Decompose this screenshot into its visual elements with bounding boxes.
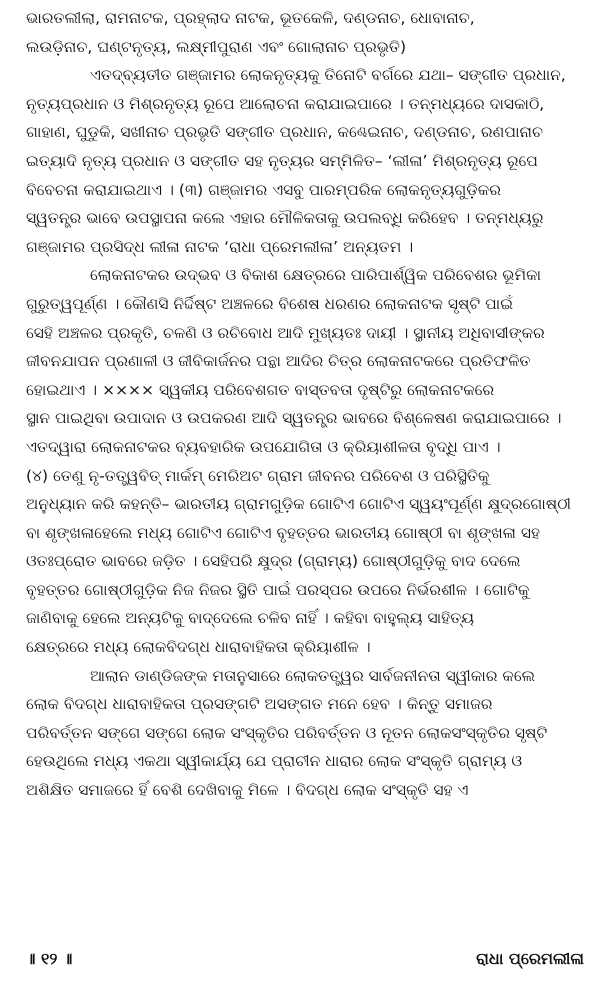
text-line: କ୍ଷେତ୍ରରେ ମଧ୍ୟ ଲୋକବିଦଗ୍ଧ ଧାରାବାହିକତା କ୍ରିୟାଶୀଳ । bbox=[26, 638, 371, 657]
text-line: ବୃହତ୍ତର ଗୋଷ୍ଠୀଗୁଡ଼ିକ ନିଜ ନିଜର ସ୍ଥିତି ପାଇଁ ପରସ୍ପର ଉପରେ ନିର୍ଭରଶୀଳ । ଗୋଟିକୁ bbox=[26, 580, 530, 599]
text-line: ଏତଦ୍‌ବ୍ୟତୀତ ଗଞ୍ଜାମର ଲୋକନୃତ୍ୟକୁ ତିନୋଟି ବର୍ଗରେ ଯଥା– ସଙ୍ଗୀତ ପ୍ରଧାନ, bbox=[90, 66, 566, 85]
text-line: ସ୍ଥାନ ପାଇଥିବା ଉପାଦାନ ଓ ଉପକରଣ ଆଦି ସ୍ୱତନ୍ତ୍ର ଭାବରେ ବିଶ୍ଳେଷଣ କରାଯାଇପାରେ । bbox=[26, 409, 562, 428]
text-line: ଲୋକ ବିଦଗ୍ଧ ଧାରାବାହିକତା ପ୍ରସଙ୍ଗଟି ଅସଙ୍ଗତ ମନେ ହେବ । କିନ୍ତୁ ସମାଜର bbox=[26, 695, 493, 714]
text-line: ଇତ୍ୟାଦି ନୃତ୍ୟ ପ୍ରଧାନ ଓ ସଙ୍ଗୀତ ସହ ନୃତ୍ୟର ସମ୍ମିଳିତ– ‘ଲୀଳା’ ମିଶ୍ରନୃତ୍ୟ ରୂପେ bbox=[26, 151, 538, 170]
text-line: ବା ଶୃଙ୍ଖଳାହେଲେ ମଧ୍ୟ ଗୋଟିଏ ଗୋଟିଏ ବୃହତ୍ତର ଭାରତୀୟ ଗୋଷ୍ଠୀ ବା ଶୃଙ୍ଖଳା ସହ bbox=[26, 523, 540, 542]
text-line: ଏତଦ୍ୱାରା ଲୋକନାଟକର ବ୍ୟବହାରିକ ଉପଯୋଗିତା ଓ କ୍ରିୟାଶୀଳତା ବୃଦ୍ଧି ପାଏ । bbox=[26, 437, 501, 456]
text-line: ଓତଃପ୍ରୋତ ଭାବରେ ଜଡ଼ିତ । ସେହିପରି କ୍ଷୁଦ୍ର (ଗ୍ରାମ୍ୟ) ଗୋଷ୍ଠୀଗୁଡ଼ିକୁ ବାଦ ଦେଲେ bbox=[26, 552, 521, 571]
paragraph-2 bbox=[26, 61, 584, 261]
text-line: ଲଉଡ଼ିନାଚ, ଘଣ୍ଟନୃତ୍ୟ, ଲକ୍ଷ୍ମୀପୁରାଣ ଏବଂ ଗୋଲାନାଚ ପ୍ରଭୃତି) bbox=[26, 37, 407, 56]
text-line: ଭାରତଲୀଲା, ରାମନାଟକ, ପ୍ରହ୍ଲାଦ ନାଟକ, ଭୂତକେଳି, ଦଣ୍ଡନାଚ, ଧୋବାନାଚ, bbox=[26, 9, 475, 27]
paragraph-4 bbox=[26, 662, 584, 805]
text-line: ବିବେଚନା କରାଯାଇଥାଏ । (୩) ଗଞ୍ଜାମର ଏସବୁ ପାରମ୍ପରିକ ଲୋକନୃତ୍ୟଗୁଡ଼ିକର bbox=[26, 180, 501, 199]
text-line: ହୋଇଥାଏ । ×××× ସ୍ୱକୀୟ ପରିବେଶଗତ ବାସ୍ତବତା ଦୃଷ୍ଟିରୁ ଲୋକନାଟକରେ bbox=[26, 380, 495, 399]
text-line: ହେଉଥିଲେ ମଧ୍ୟ ଏକଥା ସ୍ୱୀକାର୍ଯ୍ୟ ଯେ ପ୍ରାଚୀନ ଧାରାର ଲୋକ ସଂସ୍କୃତି ଗ୍ରାମ୍ୟ ଓ bbox=[26, 752, 523, 771]
text-line: ଗଞ୍ଜାମର ପ୍ରସିଦ୍ଧ ଲୀଳା ନାଟକ ‘ରାଧା ପ୍ରେମଲୀଳା’ ଅନ୍ୟତମ । bbox=[26, 237, 414, 256]
text-line: ଜାଣିବାକୁ ହେଲେ ଅନ୍ୟଟିକୁ ବାଦ୍‌ଦେଲେ ଚଳିବ ନାହିଁ । କହିବା ବାହୁଲ୍ୟ ସାହିତ୍ୟ bbox=[26, 609, 475, 628]
page-number: ॥ ୧୨ ॥ bbox=[26, 949, 73, 968]
text-line: ସେହି ଅଞ୍ଚଳର ପ୍ରକୃତି, ଚଳଣି ଓ ରଚିବୋଧ ଆଦି ମୁଖ୍ୟତଃ ଦାୟୀ । ସ୍ଥାନୀୟ ଅଧିବାସୀଙ୍କର bbox=[26, 323, 545, 342]
text-line: ଗାହାଣ, ଘୁଡୁକି, ସଖୀନାଚ ପ୍ରଭୃତି ସଙ୍ଗୀତ ପ୍ରଧାନ, କଣ୍ଢେଇନାଚ, ଦଣ୍ଡନାଚ, ରଣପାନାଚ bbox=[26, 123, 543, 142]
text-line: ଅନୁଧ୍ୟାନ କରି କହନ୍ତି– ଭାରତୀୟ ଗ୍ରାମଗୁଡ଼ିକ ଗୋଟିଏ ଗୋଟିଏ ସ୍ୱୟଂପୂର୍ଣ୍ଣ କ୍ଷୁଦ୍ରଗୋଷ୍ଠୀ bbox=[26, 495, 571, 514]
page-footer bbox=[26, 944, 584, 974]
text-line: ପରିବର୍ତ୍ତନ ସଙ୍ଗେ ସଙ୍ଗେ ଲୋକ ସଂସ୍କୃତିର ପରିବର୍ତ୍ତନ ଓ ନୂତନ ଲୋକସଂସ୍କୃତିର ସୃଷ୍ଟି bbox=[26, 723, 548, 742]
text-line: ଅଶିକ୍ଷିତ ସମାଜରେ ହିଁ ବେଶି ଦେଖିବାକୁ ମିଳେ । ବିଦଗ୍ଧ ଲୋକ ସଂସ୍କୃତି ସହ ଏ bbox=[26, 781, 469, 800]
paragraph-3 bbox=[26, 261, 584, 661]
running-title: ରାଧା ପ୍ରେମଲୀଳା bbox=[476, 949, 584, 968]
text-line: ଲୋକନାଟକର ଉଦ୍ଭବ ଓ ବିକାଶ କ୍ଷେତ୍ରରେ ପାରିପାର୍ଶ୍ୱିକ ପରିବେଶର ଭୂମିକା bbox=[90, 266, 542, 285]
paragraph-1 bbox=[26, 4, 584, 61]
text-line: ନୃତ୍ୟପ୍ରଧାନ ଓ ମିଶ୍ରନୃତ୍ୟ ରୂପେ ଆଲୋଚନା କରାଯାଇପାରେ । ତନ୍ମଧ୍ୟରେ ଦାସକାଠି, bbox=[26, 94, 545, 113]
body-text bbox=[26, 4, 584, 805]
text-line: ଗୁରୁତ୍ୱପୂର୍ଣ୍ଣ । କୌଣସି ନିର୍ଦ୍ଦିଷ୍ଟ ଅଞ୍ଚଳରେ ବିଶେଷ ଧରଣର ଲୋକନାଟକ ସୃଷ୍ଟି ପାଇଁ bbox=[26, 294, 514, 313]
text-line: (୪) ତେଣୁ ନୃ-ତତ୍ତ୍ୱବିତ୍ ମାର୍କମ୍ ମେରିଅଟ ଗ୍ରାମ ଜୀବନର ପରିବେଶ ଓ ପରିସ୍ଥିତିକୁ bbox=[26, 466, 490, 485]
text-line: ଜୀବନଯାପନ ପ୍ରଣାଳୀ ଓ ଜୀବିକାର୍ଜନର ପନ୍ଥା ଆଦିର ଚିତ୍ର ଲୋକନାଟକରେ ପ୍ରତିଫଳିତ bbox=[26, 352, 531, 371]
text-line: ଆଲାନ ଡାଣ୍ଡିଜଙ୍କ ମତାନୁସାରେ ଲୋକତତ୍ତ୍ୱର ସାର୍ବଜନୀନତା ସ୍ୱୀକାର କଲେ bbox=[90, 666, 536, 685]
text-line: ସ୍ୱତନ୍ତ୍ର ଭାବେ ଉପସ୍ଥାପନା କଲେ ଏହାର ମୌଳିକତାକୁ ଉପଲବ୍ଧି କରିହେବ । ତନ୍ମଧ୍ୟରୁ bbox=[26, 209, 544, 228]
